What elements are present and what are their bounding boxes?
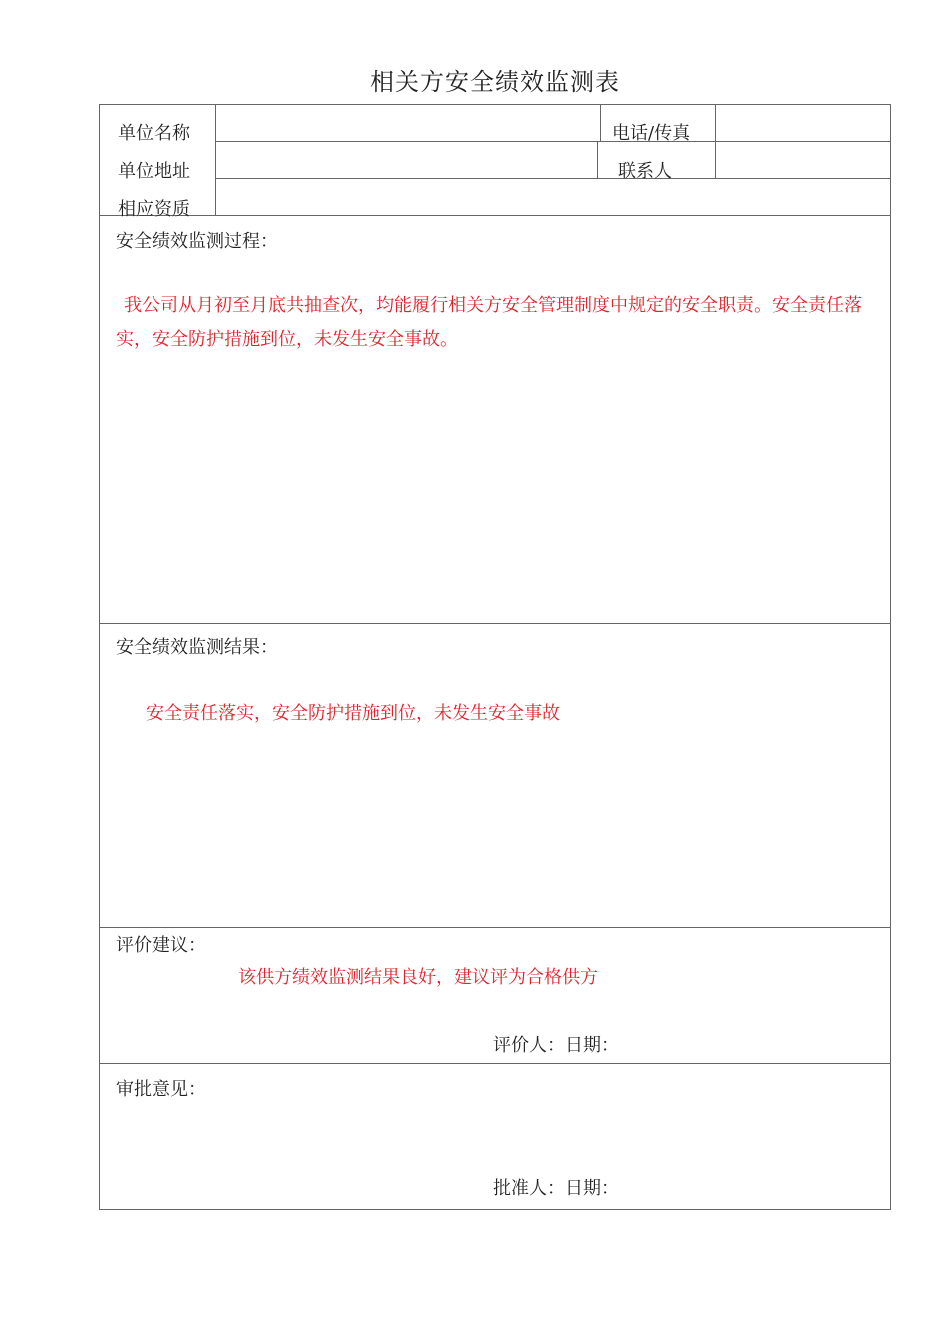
approval-signoff: 批准人：日期： (493, 1178, 619, 1199)
row-divider-4 (100, 623, 890, 624)
process-label: 安全绩效监测过程： (116, 231, 278, 252)
monitoring-form-table (99, 104, 891, 1210)
phone-fax-label: 电话/传真 (612, 123, 691, 144)
result-label: 安全绩效监测结果： (116, 637, 278, 658)
row-divider-3 (100, 215, 890, 216)
row-divider-1 (215, 141, 891, 142)
evaluation-label: 评价建议： (116, 935, 206, 956)
approval-label: 审批意见： (116, 1079, 206, 1100)
page-title: 相关方安全绩效监测表 (370, 68, 620, 96)
result-text: 安全责任落实，安全防护措施到位，未发生安全事故 (146, 703, 560, 724)
row-divider-2 (215, 178, 891, 179)
row-divider-5 (100, 927, 890, 928)
unit-name-label: 单位名称 (118, 123, 190, 144)
qualification-label: 相应资质 (118, 199, 190, 220)
contact-label: 联系人 (618, 161, 672, 182)
row-divider-6 (100, 1063, 890, 1064)
col-divider-label (215, 105, 216, 215)
col-divider-right-label (600, 105, 601, 141)
unit-address-label: 单位地址 (118, 161, 190, 182)
col-divider-right-label-2 (597, 141, 598, 178)
process-text: 我公司从月初至月底共抽查次，均能履行相关方安全管理制度中规定的安全职责。安全责任落实，安全防护措施到位，未发生安全事故。 (116, 295, 862, 350)
col-divider-right-value (715, 105, 716, 178)
evaluation-signoff: 评价人：日期： (493, 1035, 619, 1056)
evaluation-text: 该供方绩效监测结果良好，建议评为合格供方 (238, 967, 598, 988)
